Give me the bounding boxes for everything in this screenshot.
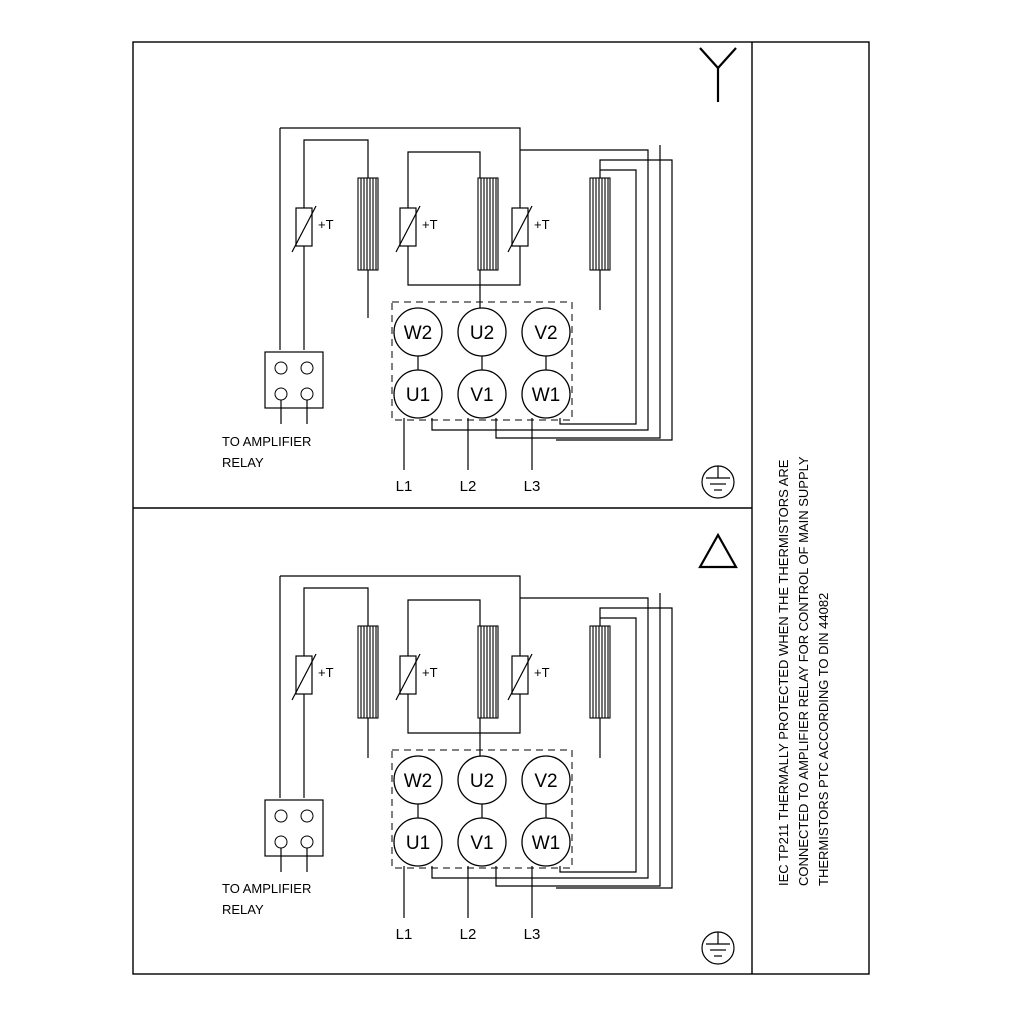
terminal-w1-label: W1 <box>531 833 561 854</box>
note-block <box>776 456 831 886</box>
note-line-3: THERMISTORS PTC ACCORDING TO DIN 44082 <box>816 592 831 886</box>
terminal-v1-label: V1 <box>470 385 494 406</box>
amplifier-label-line1: TO AMPLIFIER <box>222 434 312 449</box>
thermistor-2-label: +T <box>422 665 438 680</box>
terminal-u1-label: U1 <box>405 385 431 406</box>
supply-line-l2-label: L2 <box>459 478 477 495</box>
terminal-u1-label: U1 <box>405 833 431 854</box>
winding-coil-1 <box>358 626 378 718</box>
thermistor-1 <box>292 196 316 258</box>
note-line-1: IEC TP211 THERMALLY PROTECTED WHEN THE THERMISTORS ARE <box>776 459 791 886</box>
thermistor-3-label: +T <box>534 217 550 232</box>
terminal-v2-label: V2 <box>534 323 558 344</box>
terminal-w1-label: W1 <box>531 385 561 406</box>
panel-star <box>222 48 736 498</box>
wye-star-symbol <box>700 48 736 102</box>
earth-ground-symbol <box>702 466 734 498</box>
terminal-v2-label: V2 <box>534 771 558 792</box>
supply-line-l1-label: L1 <box>395 926 413 943</box>
terminal-w2-label: W2 <box>403 323 433 344</box>
amplifier-label-line2: RELAY <box>222 902 264 917</box>
thermistor-1 <box>292 644 316 706</box>
terminal-u2-label: U2 <box>469 323 495 344</box>
winding-coil-1 <box>358 178 378 270</box>
supply-line-l3-label: L3 <box>523 478 541 495</box>
terminal-w2-label: W2 <box>403 771 433 792</box>
winding-coil-2 <box>478 626 498 718</box>
supply-line-l2-label: L2 <box>459 926 477 943</box>
thermistor-3 <box>508 644 532 706</box>
thermistor-2-label: +T <box>422 217 438 232</box>
terminal-u2-label: U2 <box>469 771 495 792</box>
delta-triangle-symbol <box>700 535 736 567</box>
thermistor-3-label: +T <box>534 665 550 680</box>
note-line-2: CONNECTED TO AMPLIFIER RELAY FOR CONTROL OF MAIN SUPPLY <box>796 456 811 886</box>
thermistor-2 <box>396 644 420 706</box>
winding-coil-3 <box>590 626 610 718</box>
supply-line-l1-label: L1 <box>395 478 413 495</box>
thermistor-1-label: +T <box>318 217 334 232</box>
terminal-v1-label: V1 <box>470 833 494 854</box>
thermistor-3 <box>508 196 532 258</box>
thermistor-2 <box>396 196 420 258</box>
amplifier-terminal-block <box>265 800 323 872</box>
thermistor-1-label: +T <box>318 665 334 680</box>
amplifier-label-line2: RELAY <box>222 455 264 470</box>
panel-delta <box>222 535 736 964</box>
winding-coil-3 <box>590 178 610 270</box>
supply-line-l3-label: L3 <box>523 926 541 943</box>
amplifier-terminal-block <box>265 352 323 424</box>
earth-ground-symbol <box>702 932 734 964</box>
winding-coil-2 <box>478 178 498 270</box>
amplifier-label-line1: TO AMPLIFIER <box>222 881 312 896</box>
